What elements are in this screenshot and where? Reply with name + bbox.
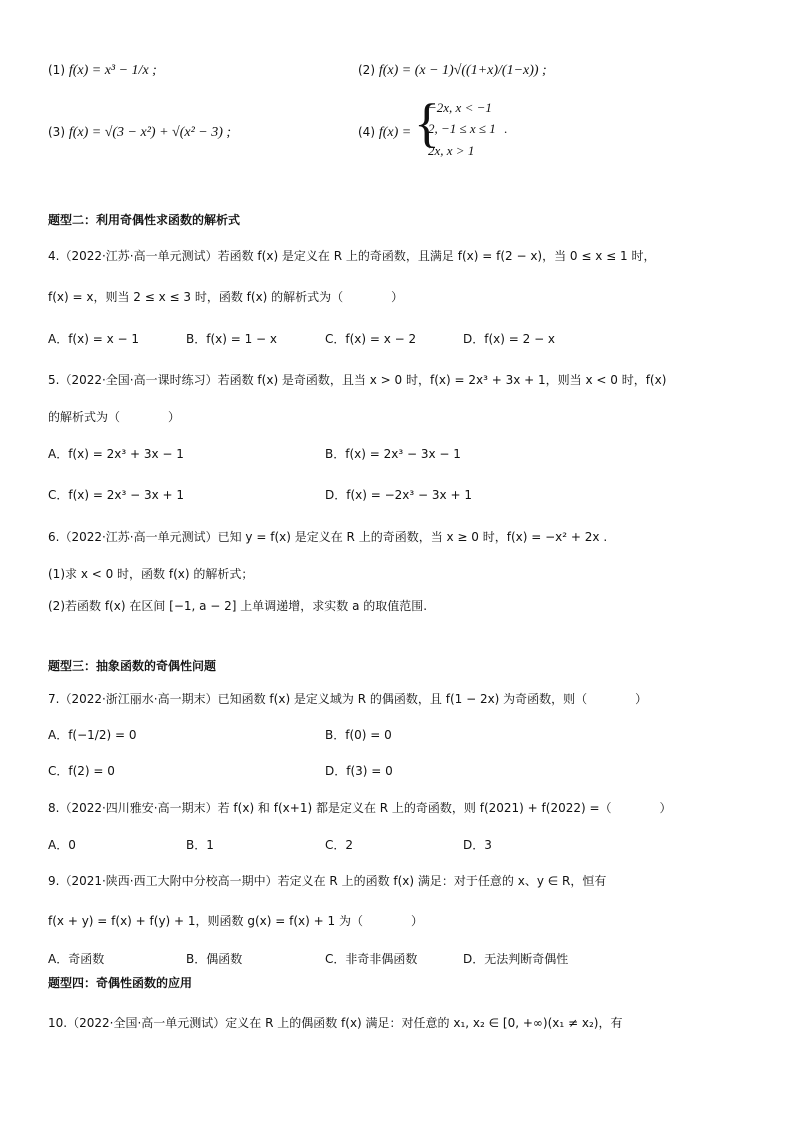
item-3-label: (3) xyxy=(48,125,65,139)
item-3-formula: f(x) = √(3 − x²) + √(x² − 3) ; xyxy=(68,125,232,140)
q4-option-b[interactable]: B．f(x) = 1 − x xyxy=(186,332,278,346)
q7-line1: 7.（2022·浙江丽水·高一期末）已知函数 f(x) 是定义域为 R 的偶函数，且 f(1 − 2x) 为奇函数，则（ ） xyxy=(48,692,648,706)
q8-option-b[interactable]: B．1 xyxy=(186,838,214,852)
piece-1: −2x, x < −1 xyxy=(428,100,492,115)
q4-option-a[interactable]: A．f(x) = x − 1 xyxy=(48,332,140,346)
q4-line1: 4.（2022·江苏·高一单元测试）若函数 f(x) 是定义在 R 上的奇函数，且满足 f(x) = f(2 − x)，当 0 ≤ x ≤ 1 时， xyxy=(48,249,656,263)
piecewise xyxy=(414,93,546,160)
q7-option-a[interactable]: A．f(−1/2) = 0 xyxy=(48,728,137,742)
q6-line1: 6.（2022·江苏·高一单元测试）已知 y = f(x) 是定义在 R 上的奇函数，当 x ≥ 0 时，f(x) = −x² + 2x . xyxy=(48,530,608,544)
q9-option-b[interactable]: B．偶函数 xyxy=(186,952,243,966)
item-2 xyxy=(358,61,547,80)
item-1 xyxy=(48,61,157,80)
piece-2: 2, −1 ≤ x ≤ 1 xyxy=(428,121,496,136)
q4-option-d[interactable]: D．f(x) = 2 − x xyxy=(463,332,556,346)
q5-option-a[interactable]: A．f(x) = 2x³ + 3x − 1 xyxy=(48,447,184,461)
section-3-title: 题型三：抽象函数的奇偶性问题 xyxy=(48,659,217,673)
section-2-title: 题型二：利用奇偶性求函数的解析式 xyxy=(48,213,241,227)
piece-tail: . xyxy=(504,121,508,136)
q9-option-a[interactable]: A．奇函数 xyxy=(48,952,105,966)
item-4-label: (4) xyxy=(358,125,375,139)
item-4-lead: f(x) = xyxy=(378,125,412,140)
brace-glyph: { xyxy=(414,93,440,153)
item-1-label: (1) xyxy=(48,63,65,77)
q7-option-c[interactable]: C．f(2) = 0 xyxy=(48,764,115,778)
q5-option-c[interactable]: C．f(x) = 2x³ − 3x + 1 xyxy=(48,488,185,502)
q5-line1: 5.（2022·全国·高一课时练习）若函数 f(x) 是奇函数，且当 x > 0 时，f(x) = 2x³ + 3x + 1，则当 x < 0 时，f(x) xyxy=(48,373,667,387)
q9-line2: f(x + y) = f(x) + f(y) + 1，则函数 g(x) = f(x) + 1 为（ ） xyxy=(48,914,423,928)
q4-option-c[interactable]: C．f(x) = x − 2 xyxy=(325,332,417,346)
q7-option-d[interactable]: D．f(3) = 0 xyxy=(325,764,393,778)
item-1-formula: f(x) = x³ − 1/x ; xyxy=(68,63,157,78)
item-3 xyxy=(48,123,231,142)
q9-line1: 9.（2021·陕西·西工大附中分校高一期中）若定义在 R 上的函数 f(x) 满足：对于任意的 x、y ∈ R，恒有 xyxy=(48,874,607,888)
q6-sub1: (1)求 x < 0 时，函数 f(x) 的解析式； xyxy=(48,567,254,581)
q10-line1: 10.（2022·全国·高一单元测试）定义在 R 上的偶函数 f(x) 满足：对任意的 x₁, x₂ ∈ [0, +∞)(x₁ ≠ x₂)，有 xyxy=(48,1016,623,1030)
item-4 xyxy=(358,123,411,142)
q9-option-d[interactable]: D．无法判断奇偶性 xyxy=(463,952,569,966)
q5-option-d[interactable]: D．f(x) = −2x³ − 3x + 1 xyxy=(325,488,472,502)
q4-line2: f(x) = x，则当 2 ≤ x ≤ 3 时，函数 f(x) 的解析式为（ ） xyxy=(48,290,404,304)
item-2-formula: f(x) = (x − 1)√((1+x)/(1−x)) ; xyxy=(378,63,547,78)
q5-line2: 的解析式为（ ） xyxy=(48,410,181,424)
q7-option-b[interactable]: B．f(0) = 0 xyxy=(325,728,392,742)
q8-option-c[interactable]: C．2 xyxy=(325,838,354,852)
q8-line1: 8.（2022·四川雅安·高一期末）若 f(x) 和 f(x+1) 都是定义在 R 上的奇函数，则 f(2021) + f(2022) =（ ） xyxy=(48,801,672,815)
item-2-label: (2) xyxy=(358,63,375,77)
q8-option-d[interactable]: D．3 xyxy=(463,838,492,852)
q6-sub2: (2)若函数 f(x) 在区间 [−1, a − 2] 上单调递增，求实数 a 的取值范围. xyxy=(48,599,428,613)
piece-3: 2x, x > 1 xyxy=(428,143,475,158)
q5-option-b[interactable]: B．f(x) = 2x³ − 3x − 1 xyxy=(325,447,461,461)
q8-option-a[interactable]: A．0 xyxy=(48,838,76,852)
section-4-title: 题型四：奇偶性函数的应用 xyxy=(48,976,193,990)
q9-option-c[interactable]: C．非奇非偶函数 xyxy=(325,952,418,966)
